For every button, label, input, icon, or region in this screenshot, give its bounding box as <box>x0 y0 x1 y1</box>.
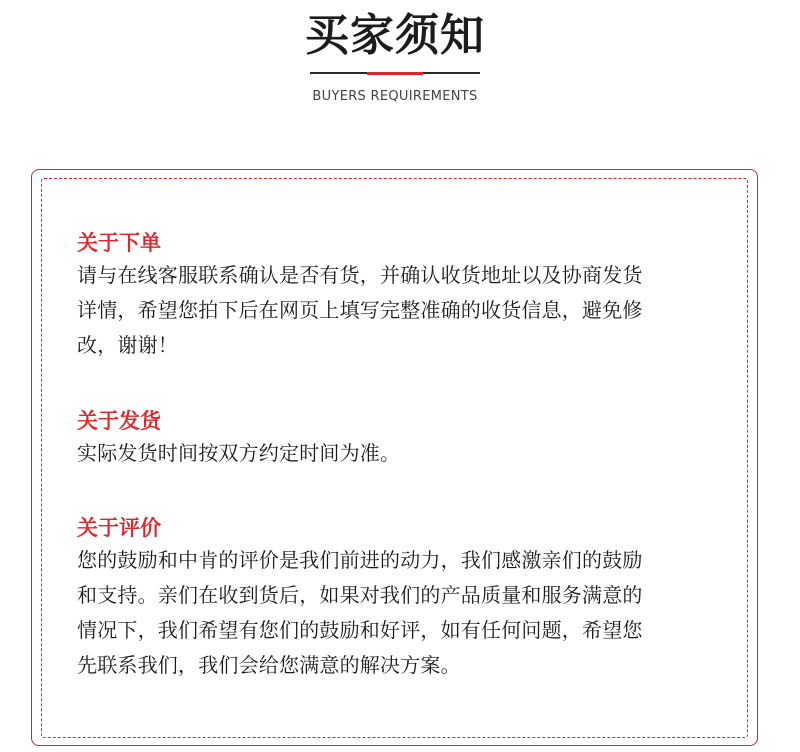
section-line: 实际发货时间按双方约定时间为准。 <box>77 441 401 465</box>
section-title-reviews: 关于评价 <box>77 516 161 540</box>
section-shipping <box>77 406 727 471</box>
section-title-shipping: 关于发货 <box>77 409 161 433</box>
section-line: 和支持。亲们在收到货后，如果对我们的产品质量和服务满意的 <box>77 583 643 607</box>
section-line: 情况下，我们希望有您们的鼓励和好评，如有任何问题，希望您 <box>77 618 643 642</box>
page-title: 买家须知 <box>305 10 485 61</box>
title-divider-accent <box>367 72 423 75</box>
section-title-ordering: 关于下单 <box>77 231 161 255</box>
section-line: 先联系我们，我们会给您满意的解决方案。 <box>77 653 461 677</box>
section-line: 详情，希望您拍下后在网页上填写完整准确的收货信息，避免修 <box>77 298 643 322</box>
page-subtitle: BUYERS REQUIREMENTS <box>312 89 478 104</box>
section-reviews <box>77 513 727 683</box>
section-line: 请与在线客服联系确认是否有货，并确认收货地址以及协商发货 <box>77 263 643 287</box>
section-line: 您的鼓励和中肯的评价是我们前进的动力，我们感激亲们的鼓励 <box>77 548 643 572</box>
section-ordering <box>77 228 727 363</box>
section-line: 改，谢谢！ <box>77 333 178 357</box>
